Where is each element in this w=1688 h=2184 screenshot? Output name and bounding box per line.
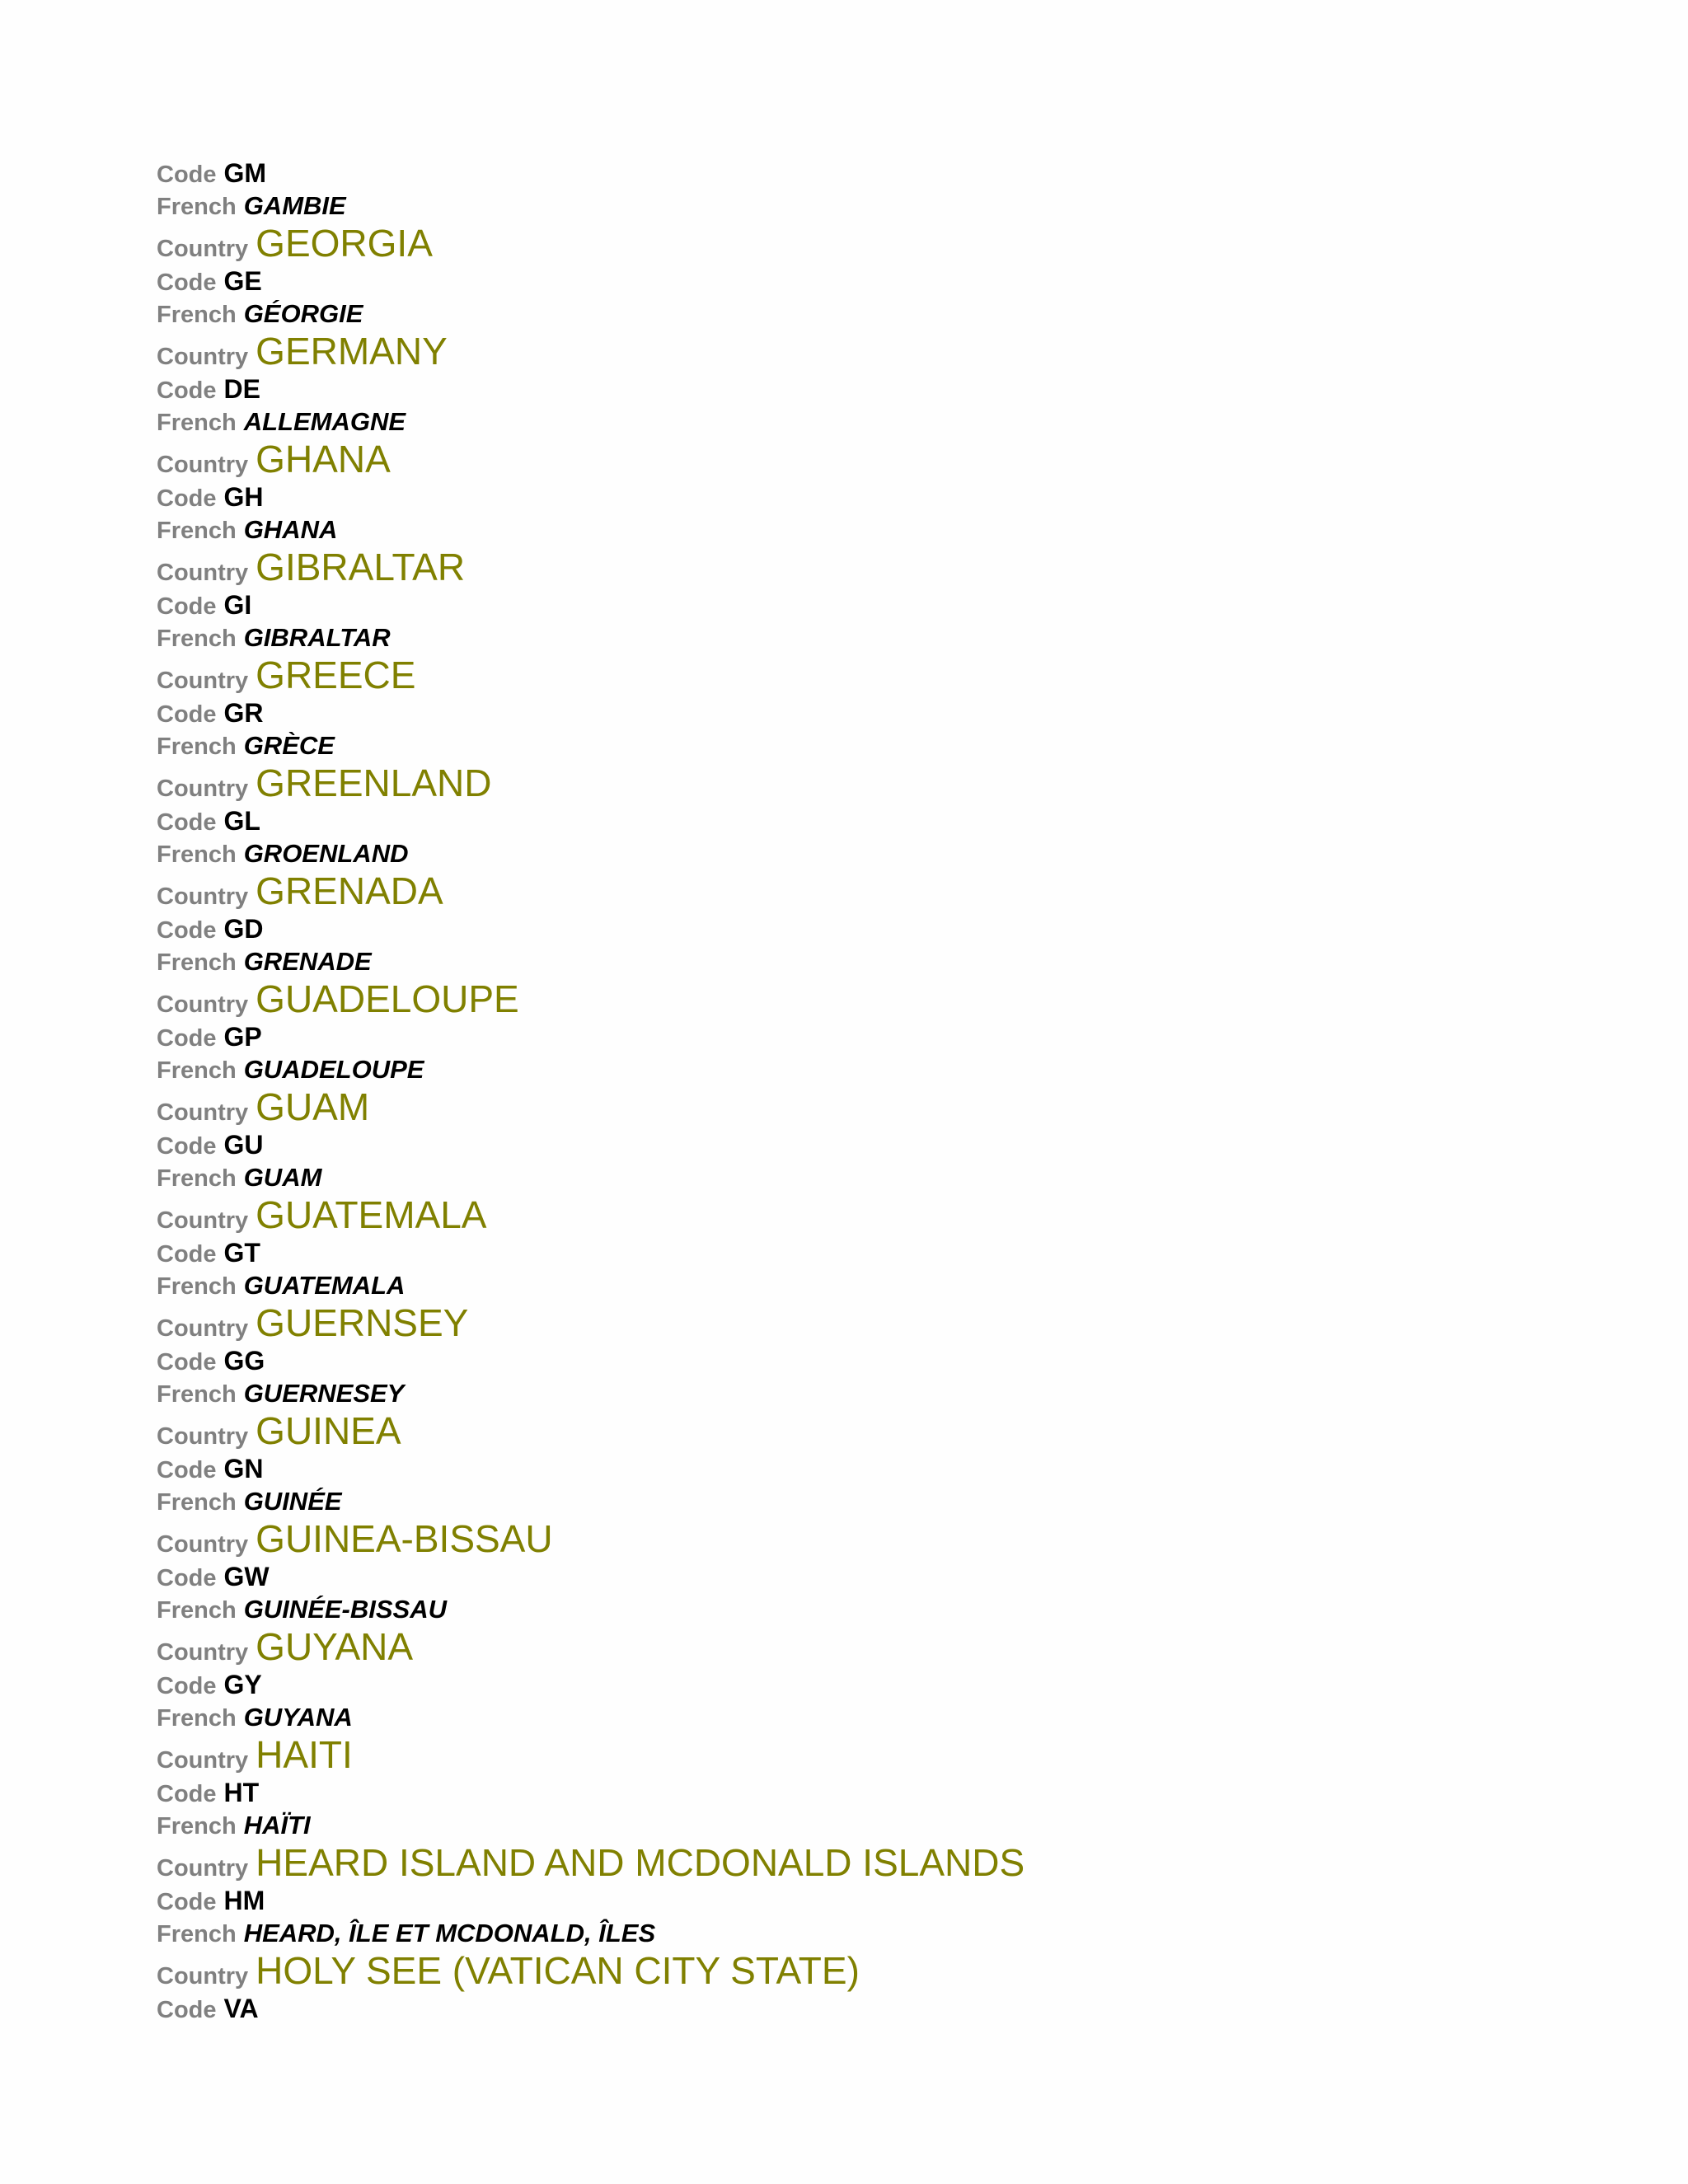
french-label: French (157, 1705, 237, 1732)
code-value: GM (223, 158, 267, 188)
country-label: Country (157, 776, 249, 802)
country-entry (157, 654, 1025, 762)
french-label: French (157, 1489, 237, 1516)
french-label: French (157, 841, 237, 868)
french-label: French (157, 1381, 237, 1408)
french-name: GIBRALTAR (243, 623, 391, 652)
french-line (157, 1053, 1025, 1085)
code-label: Code (157, 917, 217, 944)
french-line (157, 729, 1025, 762)
country-entry (157, 222, 1025, 330)
country-name: GREENLAND (256, 762, 492, 804)
french-name: GUINÉE (243, 1487, 342, 1516)
french-name: ALLEMAGNE (243, 407, 406, 436)
country-name: GUATEMALA (256, 1193, 487, 1236)
code-value: GN (223, 1454, 264, 1483)
code-label: Code (157, 377, 217, 404)
code-value: GH (223, 482, 264, 512)
country-name: HOLY SEE (VATICAN CITY STATE) (256, 1949, 860, 1992)
country-name: GREECE (256, 654, 416, 696)
french-label: French (157, 1597, 237, 1624)
code-value: GL (223, 806, 260, 836)
country-line (157, 222, 1025, 265)
country-label: Country (157, 1855, 249, 1882)
code-line (157, 1777, 1025, 1809)
code-label: Code (157, 1349, 217, 1376)
french-name: GRENADE (243, 947, 372, 976)
french-name: GUERNESEY (243, 1379, 405, 1408)
code-value: GG (223, 1346, 265, 1376)
country-label: Country (157, 1315, 249, 1342)
code-value: VA (223, 1994, 259, 2023)
country-name: GIBRALTAR (256, 546, 466, 588)
code-line (157, 1453, 1025, 1485)
country-entry (157, 1301, 1025, 1409)
country-entry (157, 1841, 1025, 1949)
code-label: Code (157, 1457, 217, 1483)
code-label: Code (157, 1889, 217, 1915)
code-line (157, 1237, 1025, 1269)
code-label: Code (157, 593, 217, 620)
country-line (157, 1301, 1025, 1345)
lead-french-line (157, 190, 1025, 222)
french-label: French (157, 518, 237, 544)
code-label: Code (157, 1673, 217, 1699)
french-label: French (157, 194, 237, 220)
country-entry (157, 1625, 1025, 1733)
french-label: French (157, 1165, 237, 1192)
country-name: GUERNSEY (256, 1301, 469, 1344)
code-value: DE (223, 374, 260, 404)
country-name: GUINEA (256, 1409, 401, 1452)
code-line (157, 697, 1025, 729)
code-line (157, 589, 1025, 621)
code-value: GE (223, 266, 262, 296)
code-value: HM (223, 1886, 265, 1915)
french-label: French (157, 949, 237, 976)
code-value: GY (223, 1670, 262, 1699)
code-label: Code (157, 485, 217, 512)
country-line (157, 654, 1025, 697)
country-name: GERMANY (256, 330, 448, 373)
french-name: GUINÉE-BISSAU (243, 1595, 447, 1624)
country-label: Country (157, 560, 249, 586)
code-line (157, 1561, 1025, 1593)
country-label: Country (157, 236, 249, 262)
country-line (157, 1517, 1025, 1561)
country-line (157, 1193, 1025, 1237)
code-line (157, 1993, 1025, 2025)
country-label: Country (157, 668, 249, 694)
country-name: GUYANA (256, 1625, 414, 1668)
country-line (157, 1085, 1025, 1129)
french-line (157, 945, 1025, 977)
country-entry (157, 1409, 1025, 1517)
country-entry (157, 1949, 1025, 2025)
country-line (157, 438, 1025, 481)
french-line (157, 837, 1025, 869)
country-label: Country (157, 1963, 249, 1990)
french-name: GRÈCE (243, 731, 335, 760)
code-value: GD (223, 914, 264, 944)
code-label: Code (157, 701, 217, 728)
lead-code-line (157, 157, 1025, 190)
french-name: GAMBIE (243, 191, 346, 220)
code-line (157, 1345, 1025, 1377)
country-line (157, 546, 1025, 589)
country-line (157, 1841, 1025, 1885)
code-value: GP (223, 1022, 262, 1052)
country-entry (157, 546, 1025, 654)
country-line (157, 762, 1025, 805)
code-value: HT (223, 1778, 260, 1807)
french-name: GROENLAND (243, 839, 409, 868)
code-label: Code (157, 809, 217, 836)
country-label: Country (157, 1531, 249, 1558)
country-entry (157, 438, 1025, 546)
country-entry (157, 869, 1025, 977)
code-value: GU (223, 1130, 264, 1160)
code-value: GW (223, 1562, 270, 1591)
country-label: Country (157, 991, 249, 1018)
french-line (157, 1377, 1025, 1409)
french-name: GUATEMALA (243, 1271, 406, 1300)
country-entry (157, 1193, 1025, 1301)
country-name: GUAM (256, 1085, 370, 1128)
country-line (157, 869, 1025, 913)
country-name: GRENADA (256, 869, 443, 912)
french-name: HAÏTI (243, 1811, 311, 1840)
french-line (157, 621, 1025, 654)
code-label: Code (157, 1997, 217, 2023)
country-line (157, 977, 1025, 1021)
code-label: Code (157, 1241, 217, 1268)
country-line (157, 1733, 1025, 1777)
country-name: HAITI (256, 1733, 353, 1776)
french-label: French (157, 1813, 237, 1840)
french-label: French (157, 302, 237, 328)
country-label: Country (157, 452, 249, 478)
french-line (157, 1485, 1025, 1517)
code-label: Code (157, 1781, 217, 1807)
country-name: GHANA (256, 438, 391, 480)
code-line (157, 1669, 1025, 1701)
country-label: Country (157, 1207, 249, 1234)
french-line (157, 298, 1025, 330)
country-entry (157, 330, 1025, 438)
french-line (157, 1701, 1025, 1733)
country-name: GUINEA-BISSAU (256, 1517, 553, 1560)
code-label: Code (157, 1565, 217, 1591)
country-name: GUADELOUPE (256, 977, 519, 1020)
french-name: GUADELOUPE (243, 1055, 424, 1084)
country-label: Country (157, 1099, 249, 1126)
french-line (157, 1917, 1025, 1949)
french-name: GUYANA (243, 1703, 353, 1732)
french-line (157, 1593, 1025, 1625)
french-label: French (157, 733, 237, 760)
french-line (157, 1269, 1025, 1301)
french-name: GHANA (243, 515, 338, 544)
code-label: Code (157, 269, 217, 296)
code-label: Code (157, 1025, 217, 1052)
french-name: HEARD, ÎLE ET MCDONALD, ÎLES (243, 1919, 656, 1947)
french-name: GÉORGIE (243, 299, 363, 328)
country-line (157, 1625, 1025, 1669)
entry-list (157, 222, 1025, 2025)
country-label: Country (157, 344, 249, 370)
french-line (157, 1809, 1025, 1841)
country-entry (157, 977, 1025, 1085)
country-entry (157, 1085, 1025, 1193)
country-label: Country (157, 1639, 249, 1666)
code-line (157, 1129, 1025, 1161)
code-line (157, 1885, 1025, 1917)
country-entry (157, 1733, 1025, 1841)
country-label: Country (157, 1423, 249, 1450)
french-line (157, 1161, 1025, 1193)
code-value: GI (223, 590, 252, 620)
french-label: French (157, 1273, 237, 1300)
french-line (157, 513, 1025, 546)
country-line (157, 1409, 1025, 1453)
french-label: French (157, 1057, 237, 1084)
code-label: Code (157, 1133, 217, 1160)
country-name: GEORGIA (256, 222, 433, 265)
country-label: Country (157, 1747, 249, 1774)
code-line (157, 265, 1025, 298)
code-line (157, 481, 1025, 513)
country-name: HEARD ISLAND AND MCDONALD ISLANDS (256, 1841, 1025, 1884)
code-line (157, 913, 1025, 945)
french-label: French (157, 1921, 237, 1947)
code-line (157, 373, 1025, 405)
french-label: French (157, 410, 237, 436)
french-name: GUAM (243, 1163, 322, 1192)
country-entry (157, 762, 1025, 869)
code-label: Code (157, 162, 217, 188)
country-code-list (157, 157, 1025, 2025)
country-entry (157, 1517, 1025, 1625)
french-label: French (157, 626, 237, 652)
code-line (157, 1021, 1025, 1053)
code-value: GT (223, 1238, 260, 1268)
code-line (157, 805, 1025, 837)
code-value: GR (223, 698, 264, 728)
country-line (157, 1949, 1025, 1993)
country-label: Country (157, 883, 249, 910)
french-line (157, 405, 1025, 438)
country-line (157, 330, 1025, 373)
